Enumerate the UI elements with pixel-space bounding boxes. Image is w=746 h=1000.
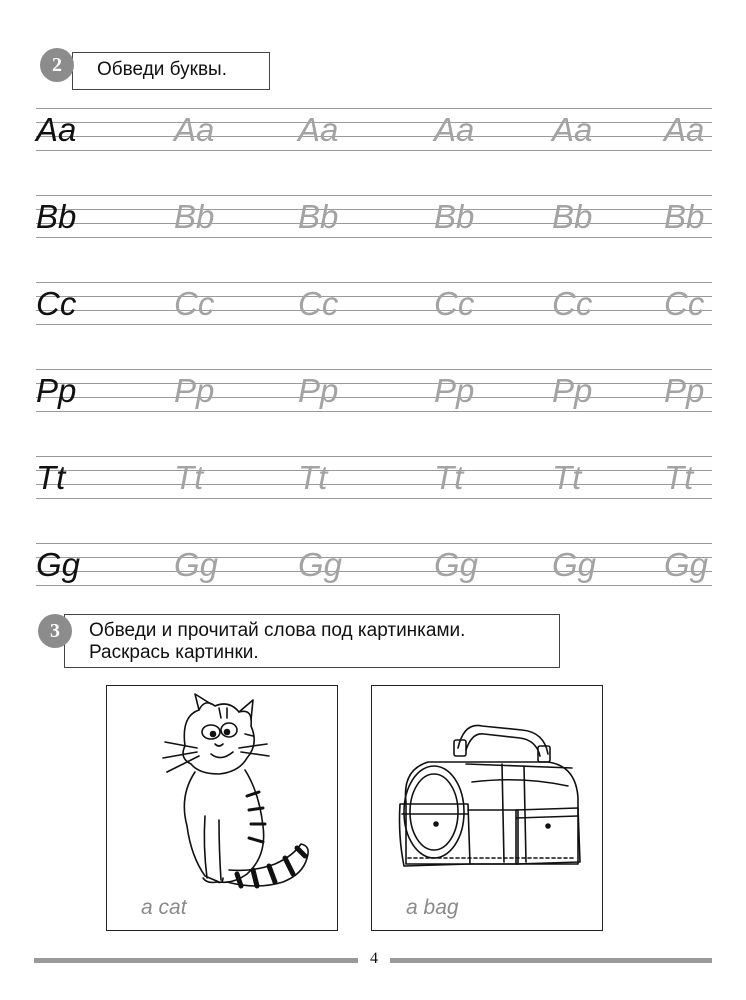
ruled-line — [36, 296, 712, 297]
trace-letters: Tt — [552, 459, 582, 496]
ruled-line — [36, 223, 712, 224]
trace-letters: Cc — [298, 285, 339, 322]
footer-bar-right — [390, 958, 712, 963]
trace-letters: Pp — [664, 372, 705, 409]
ruled-line — [36, 369, 712, 370]
ruled-line — [36, 108, 712, 109]
model-letters: Bb — [36, 198, 77, 235]
ruled-line — [36, 195, 712, 196]
trace-letters: Bb — [552, 198, 593, 235]
trace-letters: Gg — [552, 546, 597, 583]
trace-letters: Pp — [434, 372, 475, 409]
task-3-instruction-line-2: Раскрась картинки. — [89, 642, 259, 663]
ruled-line — [36, 543, 712, 544]
ruled-line — [36, 557, 712, 558]
ruled-line — [36, 237, 712, 238]
trace-letters: Pp — [552, 372, 593, 409]
ruled-line — [36, 470, 712, 471]
trace-letters: Aa — [552, 111, 593, 148]
trace-letters: Gg — [174, 546, 219, 583]
footer-bar-left — [34, 958, 358, 963]
ruled-line — [36, 383, 712, 384]
trace-letters: Gg — [434, 546, 479, 583]
trace-letters: Aa — [298, 111, 339, 148]
trace-letters: Tt — [174, 459, 204, 496]
trace-letters: Aa — [434, 111, 475, 148]
ruled-line — [36, 484, 712, 485]
ruled-line — [36, 122, 712, 123]
trace-letters: Pp — [298, 372, 339, 409]
model-letters: Aa — [36, 111, 77, 148]
ruled-line — [36, 310, 712, 311]
model-letters: Cc — [36, 285, 77, 322]
task-3-instruction-line-1: Обведи и прочитай слова под картинками. — [89, 620, 466, 641]
task-2-instruction-box — [72, 52, 270, 90]
ruled-line — [36, 150, 712, 151]
ruled-line — [36, 498, 712, 499]
page-number: 4 — [370, 950, 378, 967]
trace-letters: Tt — [298, 459, 328, 496]
model-letters: Gg — [36, 546, 81, 583]
ruled-line — [36, 585, 712, 586]
tracing-row — [36, 456, 712, 502]
task-2-instruction: Обведи буквы. — [97, 59, 227, 80]
tracing-row — [36, 543, 712, 589]
trace-letters: Cc — [664, 285, 705, 322]
model-letters: Pp — [36, 372, 77, 409]
trace-letters: Cc — [174, 285, 215, 322]
trace-letters: Cc — [434, 285, 475, 322]
ruled-line — [36, 324, 712, 325]
ruled-line — [36, 397, 712, 398]
cat-picture-frame — [106, 685, 338, 931]
ruled-line — [36, 456, 712, 457]
trace-letters: Cc — [552, 285, 593, 322]
trace-letters: Pp — [174, 372, 215, 409]
trace-letters: Bb — [664, 198, 705, 235]
trace-letters: Aa — [174, 111, 215, 148]
ruled-line — [36, 282, 712, 283]
task-3-number-badge: 3 — [38, 614, 72, 648]
task-3-instruction-box — [64, 614, 560, 668]
model-letters: Tt — [36, 459, 66, 496]
bag-picture-frame — [371, 685, 603, 931]
ruled-line — [36, 411, 712, 412]
tracing-row — [36, 369, 712, 415]
ruled-line — [36, 209, 712, 210]
trace-letters: Aa — [664, 111, 705, 148]
cat-caption: a cat — [141, 896, 187, 919]
ruled-line — [36, 136, 712, 137]
trace-letters: Tt — [434, 459, 464, 496]
task-2-number-badge: 2 — [40, 48, 74, 82]
trace-letters: Bb — [298, 198, 339, 235]
tracing-row — [36, 195, 712, 241]
tracing-row — [36, 108, 712, 154]
trace-letters: Bb — [174, 198, 215, 235]
trace-letters: Tt — [664, 459, 694, 496]
trace-letters: Gg — [664, 546, 709, 583]
trace-letters: Bb — [434, 198, 475, 235]
tracing-row — [36, 282, 712, 328]
ruled-line — [36, 571, 712, 572]
trace-letters: Gg — [298, 546, 343, 583]
bag-caption: a bag — [406, 896, 459, 919]
